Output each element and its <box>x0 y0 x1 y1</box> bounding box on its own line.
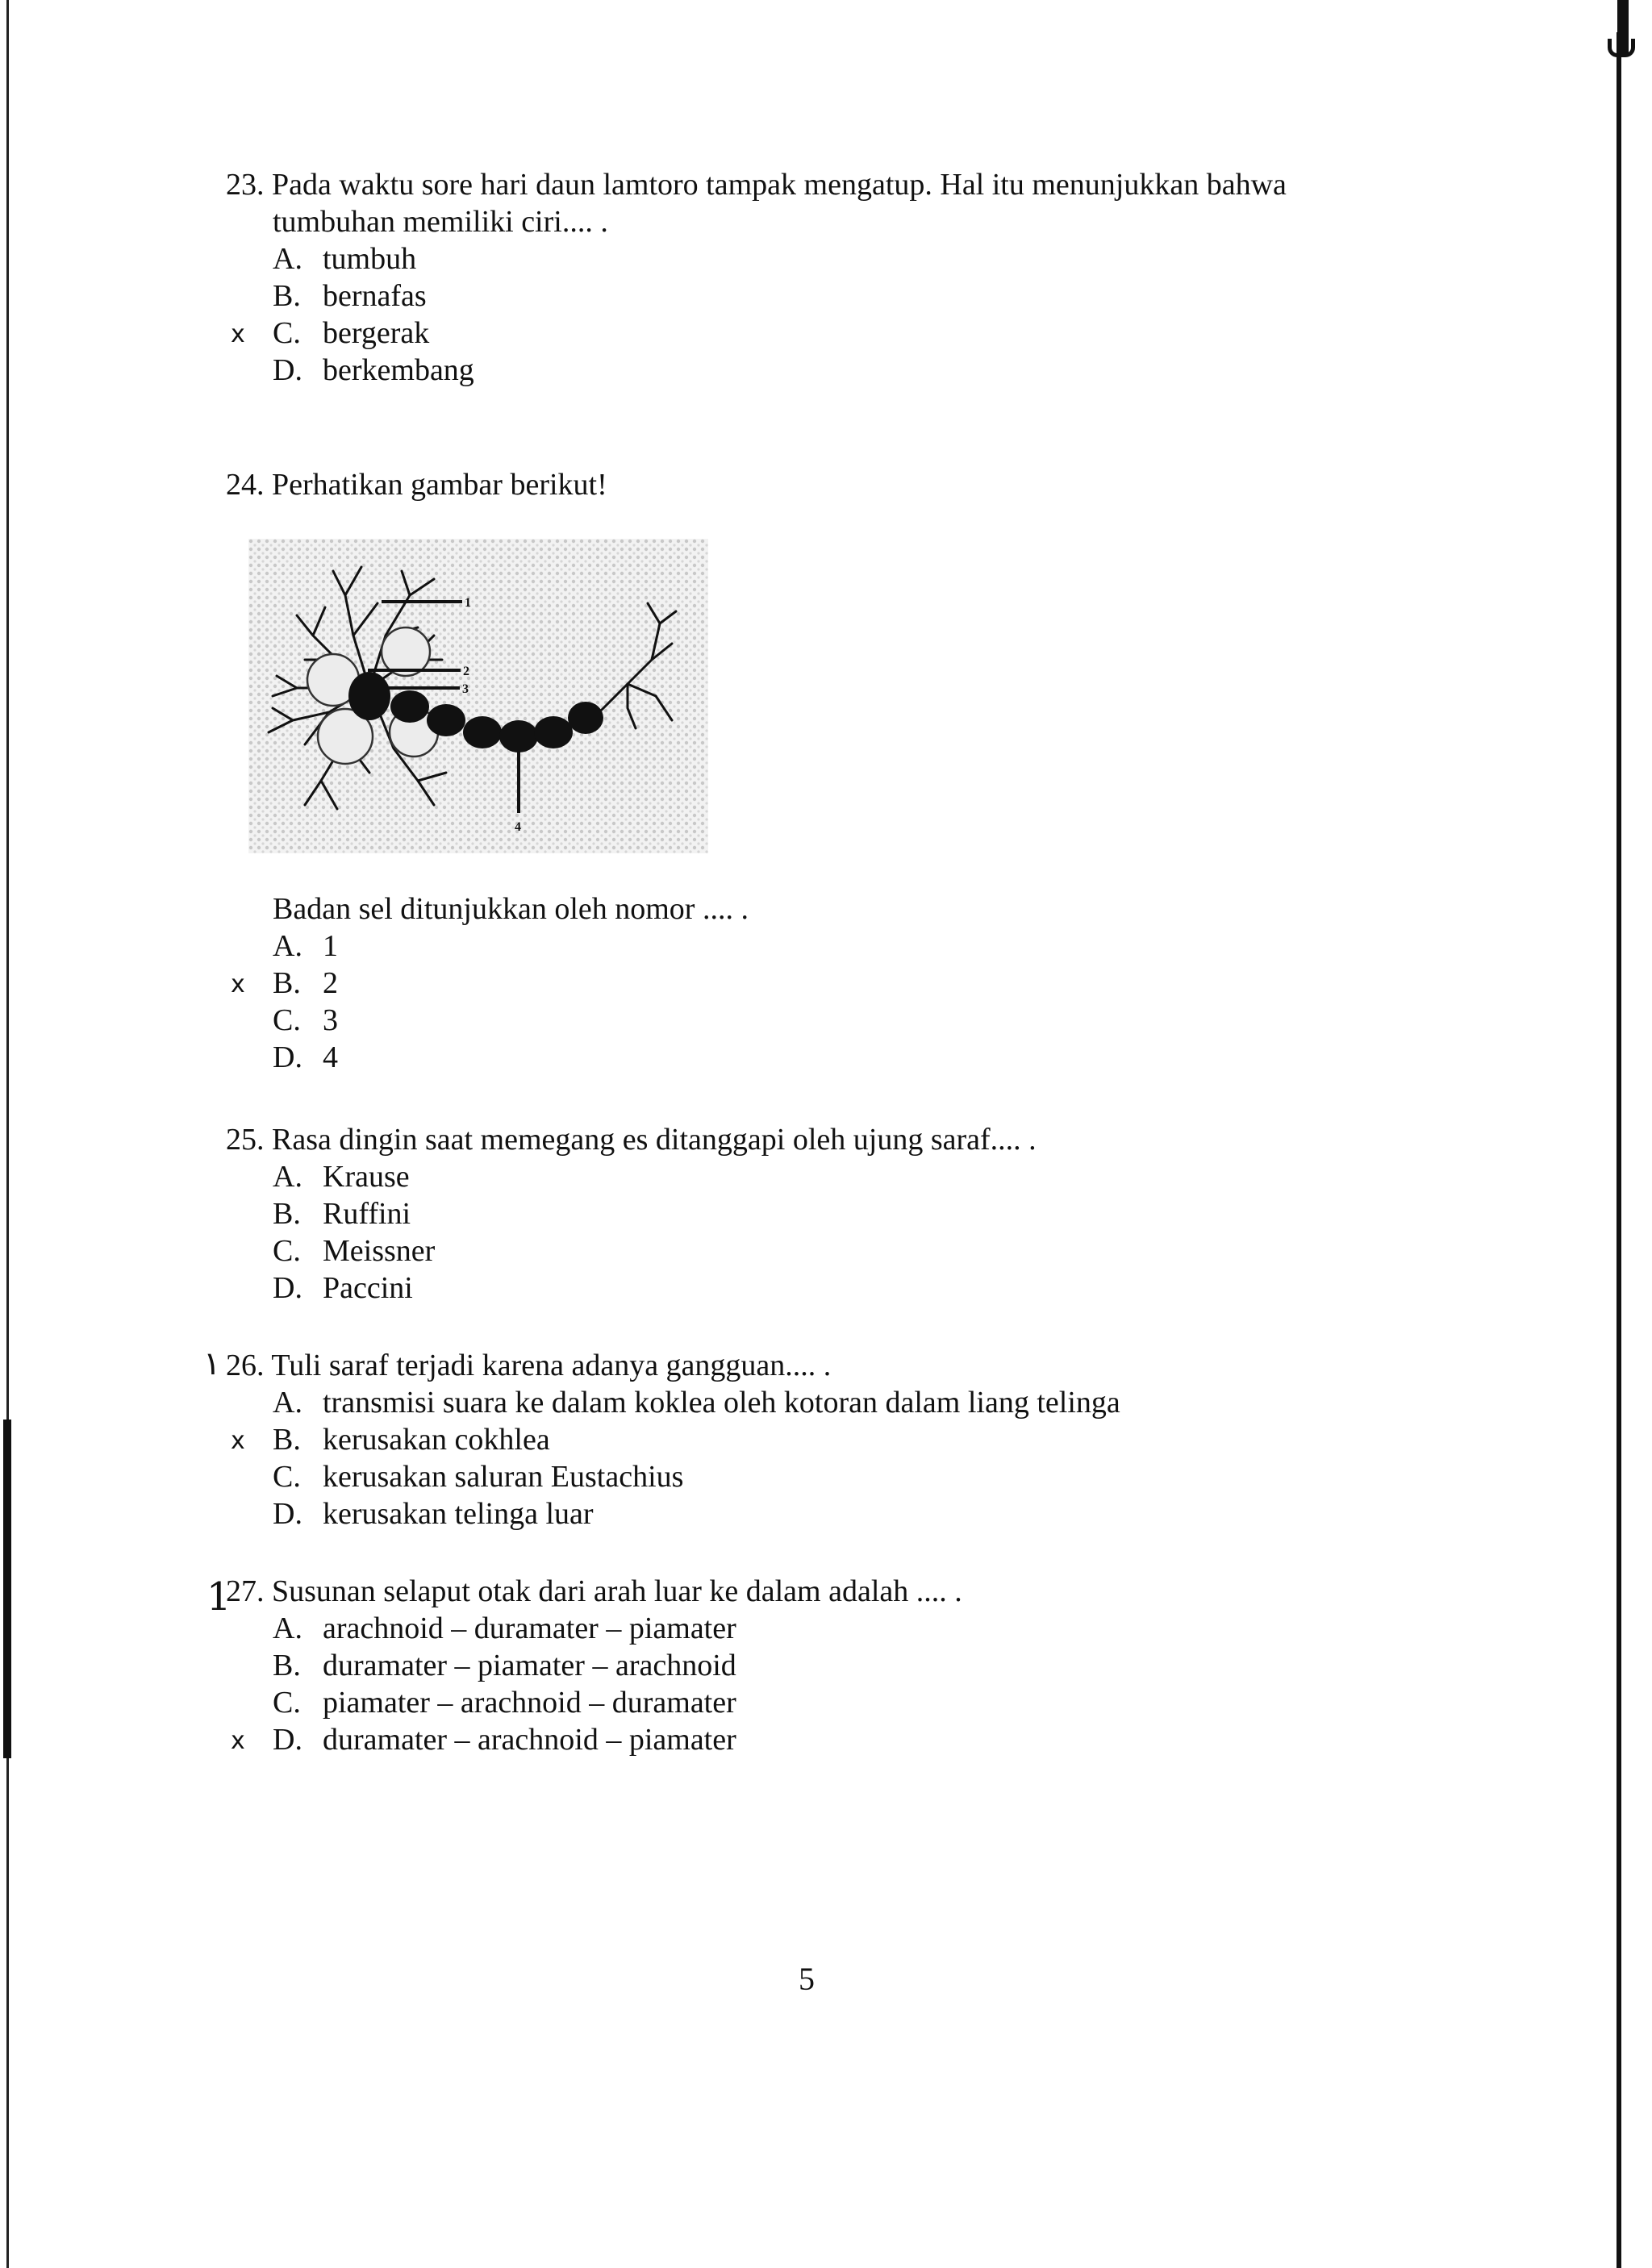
option-text: 1 <box>323 929 338 963</box>
option-letter: C. <box>273 316 301 350</box>
question-number: 23. <box>226 168 265 202</box>
option-letter: B. <box>273 279 301 313</box>
option-letter: D. <box>273 1723 302 1757</box>
option-text: duramater – arachnoid – piamater <box>323 1723 736 1757</box>
option-letter: A. <box>273 1386 302 1420</box>
option-d[interactable] <box>226 1721 962 1758</box>
option-b[interactable] <box>226 277 1287 315</box>
option-list <box>226 1384 1120 1532</box>
question-25 <box>226 1121 1037 1307</box>
scan-edge-right <box>1617 32 1621 2268</box>
option-text: 4 <box>323 1040 338 1074</box>
option-text: kerusakan telinga luar <box>323 1497 594 1531</box>
option-letter: A. <box>273 929 302 963</box>
option-text: arachnoid – duramater – piamater <box>323 1611 736 1645</box>
answer-mark: x <box>231 1427 245 1455</box>
option-c[interactable] <box>226 1684 962 1721</box>
option-a[interactable] <box>226 1158 1037 1195</box>
option-a[interactable] <box>226 928 749 965</box>
label-4: 4 <box>515 820 521 834</box>
page-number: 5 <box>799 1961 815 1997</box>
question-number: 26. <box>226 1349 265 1382</box>
option-list <box>226 928 749 1076</box>
cell-body <box>348 672 390 720</box>
binder-clip-mark <box>1593 0 1652 56</box>
question-27 <box>226 1573 962 1758</box>
option-letter: B. <box>273 1423 301 1457</box>
option-c[interactable] <box>226 1002 749 1039</box>
option-letter: A. <box>273 242 302 276</box>
option-letter: B. <box>273 966 301 1000</box>
option-c[interactable] <box>226 1232 1037 1269</box>
option-text: Krause <box>323 1160 410 1194</box>
question-23 <box>226 166 1287 389</box>
option-letter: D. <box>273 1040 302 1074</box>
option-text: Ruffini <box>323 1197 411 1231</box>
answer-mark: x <box>231 970 245 999</box>
option-text: transmisi suara ke dalam koklea oleh kotoran dalam liang telinga <box>323 1386 1120 1420</box>
option-letter: C. <box>273 1234 301 1268</box>
option-letter: C. <box>273 1003 301 1037</box>
option-b[interactable] <box>226 965 749 1002</box>
option-c[interactable] <box>226 1458 1120 1495</box>
option-letter: D. <box>273 353 302 387</box>
option-text: bernafas <box>323 279 427 313</box>
option-a[interactable] <box>226 1384 1120 1421</box>
option-text: bergerak <box>323 316 430 350</box>
question-text: Tuli saraf terjadi karena adanya gangguan.... . <box>271 1349 832 1382</box>
question-24-options <box>226 890 749 1076</box>
option-text: 2 <box>323 966 338 1000</box>
question-text: Rasa dingin saat memegang es ditanggapi oleh ujung saraf.... . <box>272 1123 1037 1157</box>
option-text: 3 <box>323 1003 338 1037</box>
option-d[interactable] <box>226 352 1287 389</box>
option-text: kerusakan cokhlea <box>323 1423 550 1457</box>
question-text: tumbuhan memiliki ciri.... . <box>273 205 608 239</box>
question-number: 25. <box>226 1123 265 1157</box>
neuron-figure <box>248 539 708 853</box>
option-b[interactable] <box>226 1647 962 1684</box>
option-letter: B. <box>273 1649 301 1682</box>
option-a[interactable] <box>226 1610 962 1647</box>
answer-mark: x <box>231 1727 245 1755</box>
neuron-diagram <box>248 539 708 853</box>
answer-mark: x <box>231 320 245 348</box>
option-text: berkembang <box>323 353 474 387</box>
scan-edge-mark <box>3 1420 11 1758</box>
option-list <box>226 240 1287 389</box>
label-3: 3 <box>462 682 469 696</box>
option-letter: A. <box>273 1160 302 1194</box>
question-26 <box>226 1347 1120 1532</box>
option-text: Meissner <box>323 1234 436 1268</box>
label-1: 1 <box>465 596 471 610</box>
option-text: duramater – piamater – arachnoid <box>323 1649 736 1682</box>
option-text: tumbuh <box>323 242 417 276</box>
option-text: Paccini <box>323 1271 413 1305</box>
margin-mark: ١ <box>203 1345 221 1382</box>
option-list <box>226 1158 1037 1307</box>
option-text: piamater – arachnoid – duramater <box>323 1686 736 1720</box>
label-2: 2 <box>463 665 469 678</box>
option-letter: C. <box>273 1686 301 1720</box>
option-c[interactable] <box>226 315 1287 352</box>
option-letter: D. <box>273 1497 302 1531</box>
option-list <box>226 1610 962 1758</box>
option-text: kerusakan saluran Eustachius <box>323 1460 684 1494</box>
question-text: Susunan selaput otak dari arah luar ke dalam adalah .... . <box>272 1574 962 1608</box>
scan-edge-left <box>6 0 9 2268</box>
option-d[interactable] <box>226 1269 1037 1307</box>
option-b[interactable] <box>226 1195 1037 1232</box>
option-letter: D. <box>273 1271 302 1305</box>
question-text: Pada waktu sore hari daun lamtoro tampak mengatup. Hal itu menunjukkan bahwa <box>272 168 1287 202</box>
question-number: 24. <box>226 468 265 502</box>
sub-question-text: Badan sel ditunjukkan oleh nomor .... . <box>273 892 749 926</box>
option-letter: B. <box>273 1197 301 1231</box>
option-d[interactable] <box>226 1495 1120 1532</box>
question-number: 27. <box>226 1574 265 1608</box>
option-b[interactable] <box>226 1421 1120 1458</box>
question-24 <box>226 466 607 503</box>
option-letter: C. <box>273 1460 301 1494</box>
option-a[interactable] <box>226 240 1287 277</box>
question-text: Perhatikan gambar berikut! <box>272 468 607 502</box>
margin-mark: 1 <box>206 1574 232 1620</box>
option-d[interactable] <box>226 1039 749 1076</box>
option-letter: A. <box>273 1611 302 1645</box>
